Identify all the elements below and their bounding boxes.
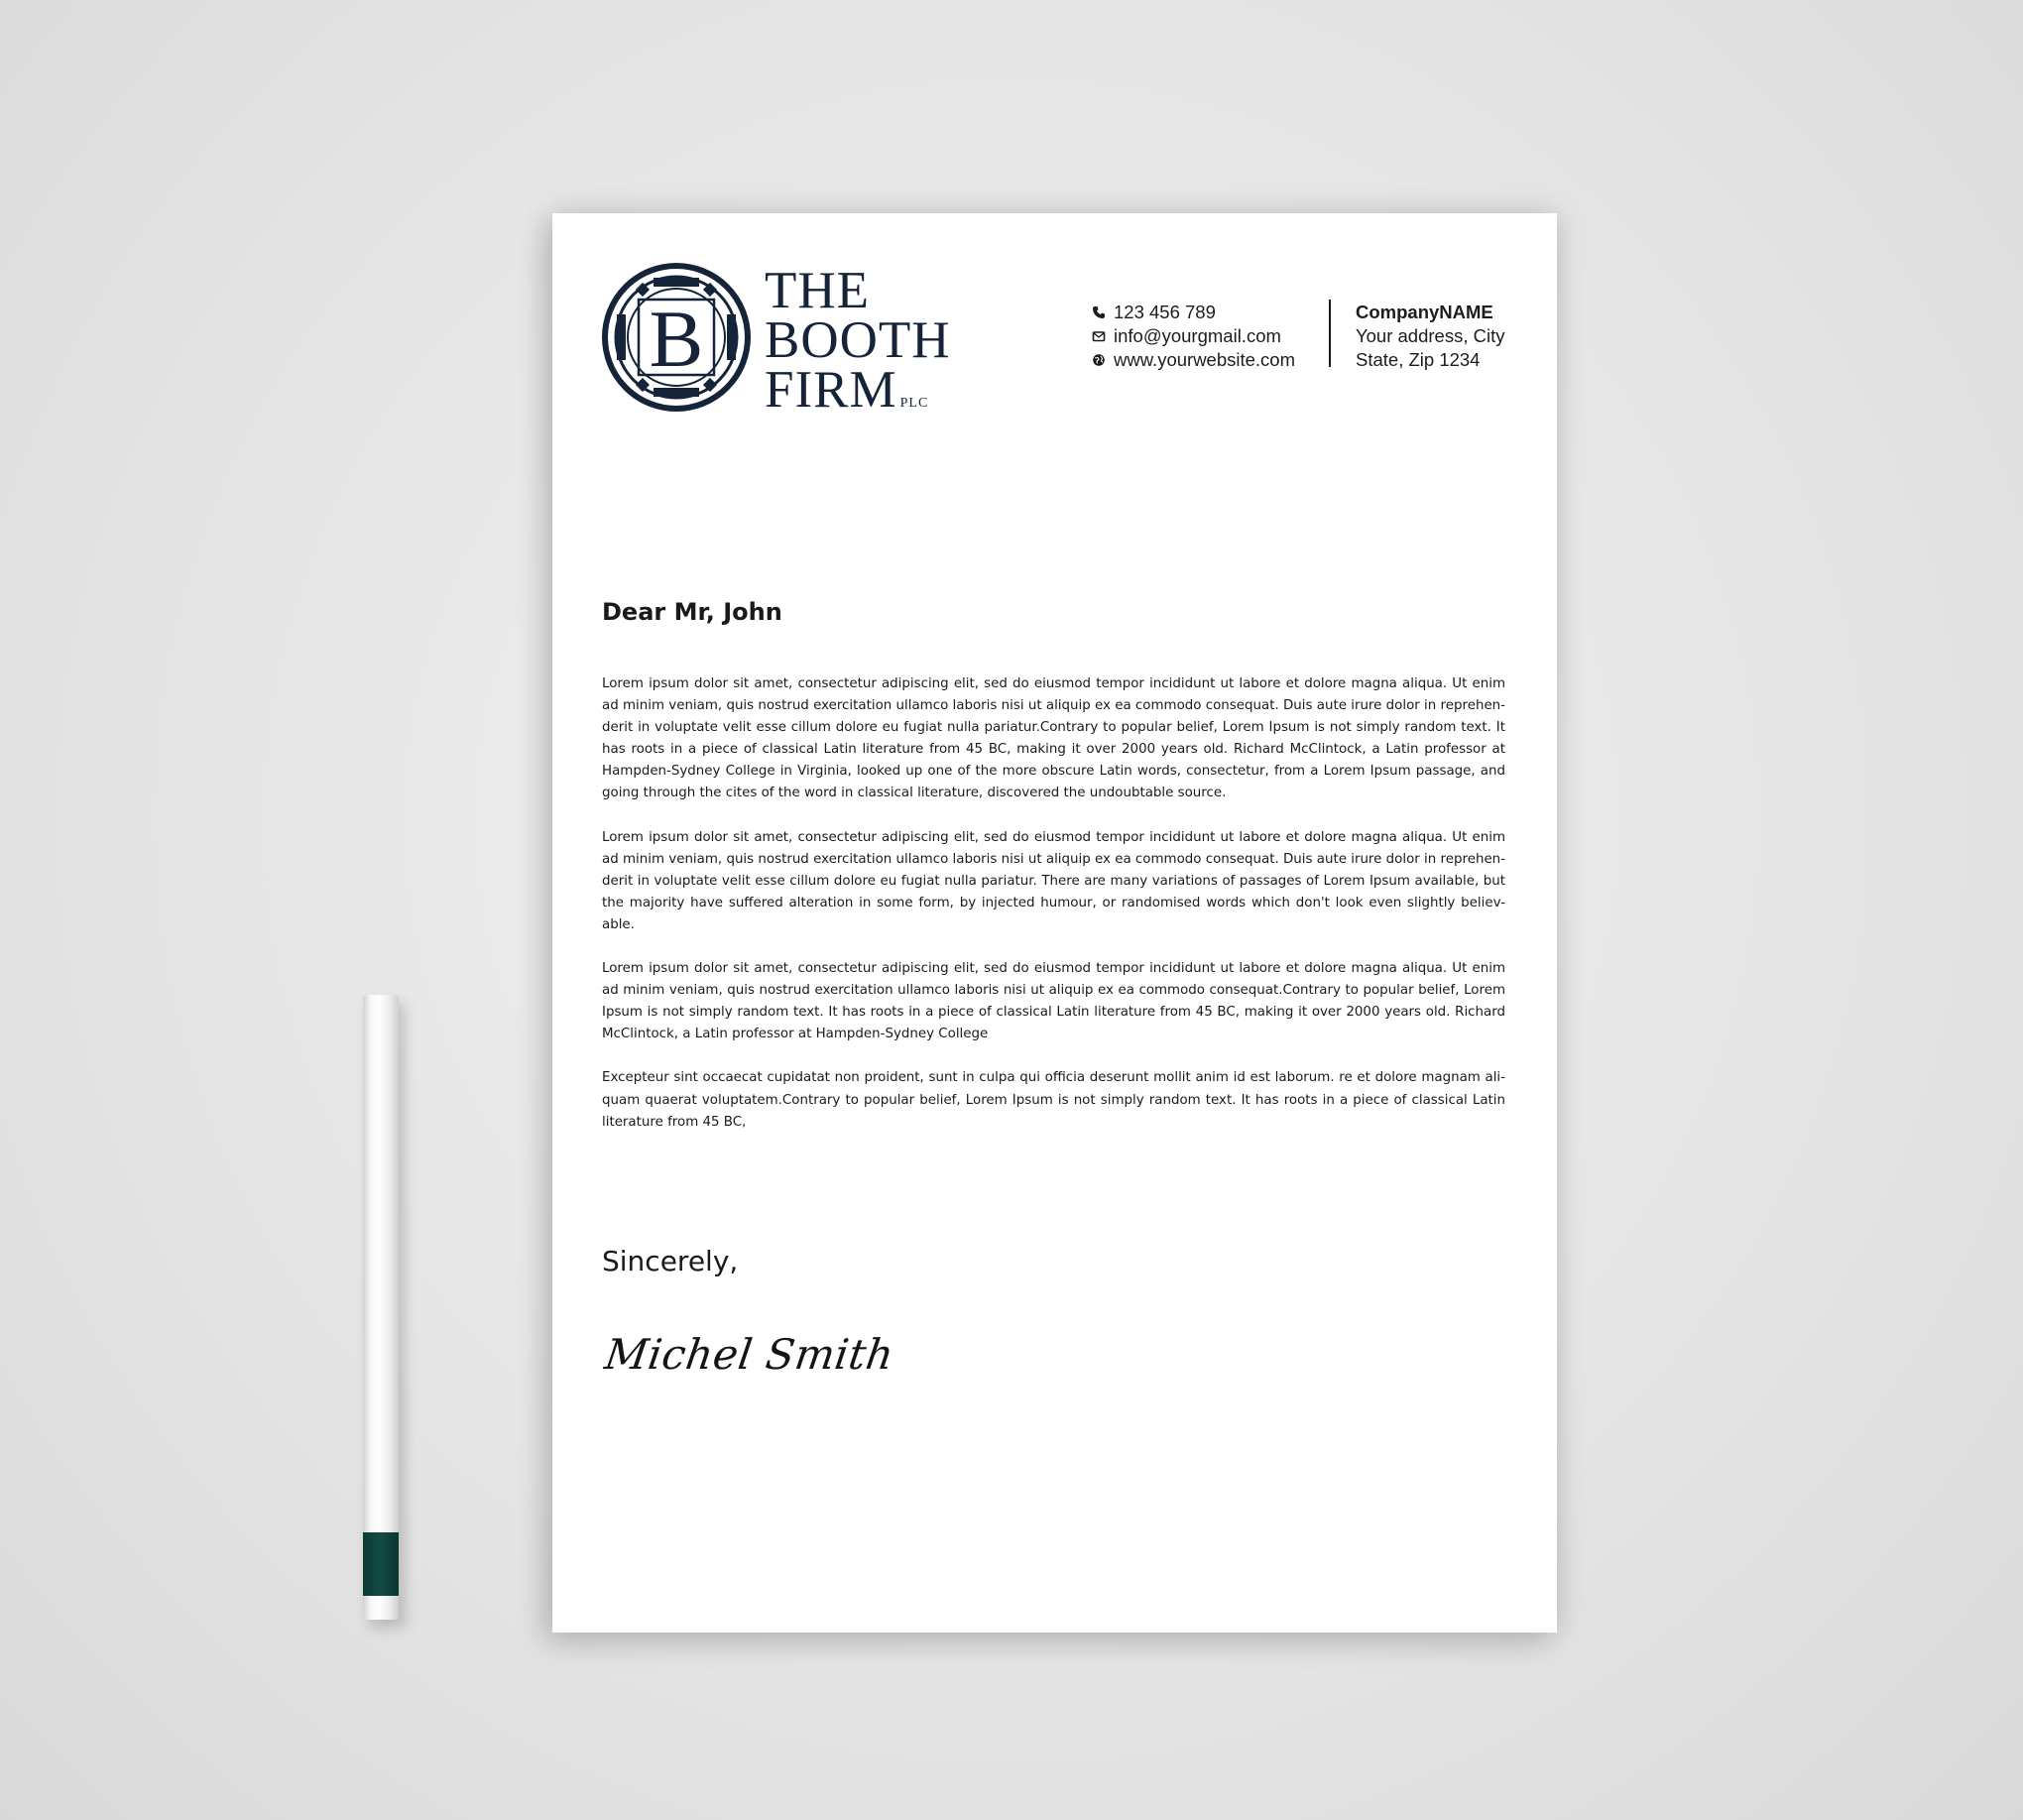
firm-name-line-2: BOOTH [765,311,951,369]
website-url[interactable]: www.yourwebsite.com [1114,349,1296,370]
firm-name-line-3 [765,361,951,428]
company-name: CompanyNAME [1356,302,1493,322]
firm-name [765,262,951,428]
contact-block [1092,301,1295,372]
monogram-seal-icon [602,263,751,412]
company-address-block [1356,301,1504,372]
globe-icon [1092,352,1114,368]
closing: Sincerely, [602,1245,739,1277]
pen-grip-band [363,1532,399,1596]
address-line-2: State, Zip 1234 [1356,349,1481,370]
phone-icon [1092,304,1114,320]
email-address[interactable]: info@yourgmail.com [1114,325,1281,346]
body-paragraph-3: Lorem ipsum dolor sit amet, consectetur adipiscing elit, sed do eiusmod tempor incididunt ut labore et dolore magna aliqua. Ut enim ad minim veniam, quis nostrud exercitation ullamco laboris nisi ut aliquip ex ea commodo consequat.Contrary to popular belief, Lorem Ipsum is not simply random text. It has roots in a piece of classical Latin literature from 45 BC, making it over 2000 years old. Richard McClintock, a Latin professor at Hampden-Sydney College [602,961,1505,1042]
letterhead-page [552,213,1557,1633]
signature: Michel Smith [602,1330,897,1379]
letter-body [602,673,1505,1155]
contact-website [1092,348,1295,372]
email-icon [1092,328,1114,344]
contact-phone [1092,301,1295,324]
body-paragraph-2: Lorem ipsum dolor sit amet, consectetur adipiscing elit, sed do eiusmod tempor incididunt ut labore et dolore magna aliqua. Ut enim ad minim veniam, quis nostrud exercitation ullamco laboris nisi ut aliquip ex ea commodo consequat. Duis aute irure dolor in reprehen-derit in voluptate velit esse cillum dolore eu fugiat nulla pariatur. There are many variations of passages of Lorem Ipsum available, but the majority have suffered alteration in some form, by injected humour, or randomised words which don't look even slightly believ-able. [602,829,1505,932]
contact-email [1092,324,1295,348]
header-divider [1329,300,1331,367]
firm-name-line-3-text: FIRM [765,361,897,419]
pen [363,995,399,1620]
phone-number: 123 456 789 [1114,302,1216,322]
body-paragraph-4: Excepteur sint occaecat cupidatat non proident, sunt in culpa qui officia deserunt mollit anim id est laborum. re et dolore magnam ali-quam quaerat voluptatem.Contrary to popular belief, Lorem Ipsum is not simply random text. It has roots in a piece of classical Latin literature from 45 BC, [602,1070,1505,1130]
firm-suffix: PLC [899,396,929,411]
address-line-1: Your address, City [1356,325,1505,346]
salutation: Dear Mr, John [602,598,782,626]
logo-emblem [602,263,751,412]
firm-name-line-1: THE [765,262,871,319]
monogram-letter: B [649,294,704,384]
body-paragraph-1: Lorem ipsum dolor sit amet, consectetur adipiscing elit, sed do eiusmod tempor incididunt ut labore et dolore magna aliqua. Ut enim ad minim veniam, quis nostrud exercitation ullamco laboris nisi ut aliquip ex ea commodo consequat. Duis aute irure dolor in reprehen-derit in voluptate velit esse cillum dolore eu fugiat nulla pariatur.Contrary to popular belief, Lorem Ipsum is not simply random text. It has roots in a piece of classical Latin literature from 45 BC, making it over 2000 years old. Richard McClintock, a Latin professor at Hampden-Sydney College in Virginia, looked up one of the more obscure Latin words, consectetur, from a Lorem Ipsum passage, and going through the cites of the word in classical literature, discovered the undoubtable source. [602,676,1505,801]
